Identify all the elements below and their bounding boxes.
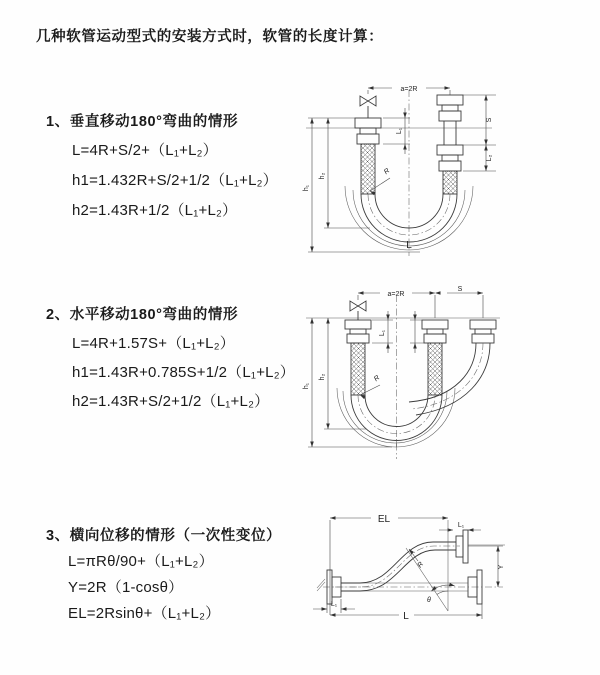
dim-fitting-l1 — [383, 108, 410, 154]
dim-width-a2r — [358, 286, 483, 318]
dim-label-width: a=2R — [387, 291, 405, 298]
dim-label-length: L — [406, 240, 412, 251]
flange-upper-displaced — [456, 530, 505, 563]
valve-icon — [360, 96, 376, 118]
diagram-horizontal-180-bend — [300, 281, 592, 466]
angle-theta — [406, 520, 455, 611]
dim-h1 — [303, 318, 392, 447]
radius-leader — [408, 548, 426, 569]
formula-line: h1=1.432R+S/2+1/2（L₁+L₂） — [72, 172, 278, 189]
braided-hose-middle — [428, 343, 442, 395]
valve-icon — [350, 301, 366, 320]
braided-hose-left — [361, 144, 375, 194]
diagram-vertical-180-bend — [300, 76, 592, 268]
dim-label-el: EL — [377, 514, 391, 525]
formula-line: EL=2Rsinθ+（L₁+L₂） — [68, 605, 221, 622]
dim-label-l1: L₁ — [396, 127, 403, 135]
section-3-heading: 3、横向位移的情形（一次性变位） — [46, 528, 282, 544]
hose-s-curve — [335, 542, 460, 591]
section-2-heading: 2、水平移动180°弯曲的情形 — [46, 307, 239, 323]
diagram-lateral-displacement — [305, 503, 597, 643]
dim-label-y: Y — [498, 564, 505, 570]
dim-label-s: S — [486, 117, 493, 123]
dim-label-s: S — [457, 286, 463, 293]
page-title: 几种软管运动型式的安装方式时，软管的长度计算： — [36, 29, 384, 45]
dim-fitting-l1 — [372, 311, 393, 353]
dim-label-theta: θ — [427, 597, 431, 604]
dim-label-r: R — [382, 167, 392, 177]
formula-line: L=4R+S/2+（L₁+L₂） — [72, 142, 218, 159]
dim-label-l1-left: L₁ — [330, 601, 338, 608]
braided-hose-right — [443, 171, 457, 194]
hose-fitting-middle — [422, 320, 448, 343]
formula-line: L=πRθ/90+（L₁+L₂） — [68, 553, 214, 570]
dim-fitting-left-l1 — [313, 599, 355, 613]
dim-label-r: R — [416, 560, 426, 570]
dim-fitting-top-l1 — [439, 522, 481, 532]
dim-label-l2: L₂ — [486, 154, 493, 162]
formula-line: Y=2R（1-cosθ） — [68, 579, 184, 596]
dim-fitting-middle — [410, 311, 424, 353]
hose-displaced-position — [409, 343, 490, 415]
hose-fitting-right — [437, 95, 463, 171]
dim-label-h2: h₂ — [319, 373, 326, 381]
dim-label-l1-top: L₁ — [457, 522, 465, 529]
braided-hose-left — [351, 343, 365, 395]
dim-offset-y — [468, 546, 505, 587]
dim-label-h1: h₁ — [303, 184, 310, 192]
dim-label-r: R — [372, 374, 382, 384]
pipe-break-mark — [317, 579, 325, 591]
hose-u-bend — [337, 388, 455, 447]
dim-label-h1: h₁ — [303, 382, 310, 390]
hose-fitting-left — [345, 320, 371, 343]
dim-label-h2: h₂ — [319, 172, 326, 180]
dim-label-width: a=2R — [400, 86, 418, 93]
formula-line: h2=1.43R+S/2+1/2（L₁+L₂） — [72, 393, 270, 410]
section-1-heading: 1、垂直移动180°弯曲的情形 — [46, 114, 239, 130]
dim-label-length: L — [403, 611, 409, 622]
hose-fitting-right — [470, 320, 496, 343]
dim-stroke-s — [463, 95, 496, 171]
dim-length-l — [330, 604, 482, 622]
hose-fitting-left — [355, 118, 381, 144]
formula-line: h2=1.43R+1/2（L₁+L₂） — [72, 202, 238, 219]
dim-label-l1: L₁ — [379, 329, 386, 337]
formula-line: h1=1.43R+0.785S+1/2（L₁+L₂） — [72, 364, 295, 381]
formula-line: L=4R+1.57S+（L₁+L₂） — [72, 335, 235, 352]
